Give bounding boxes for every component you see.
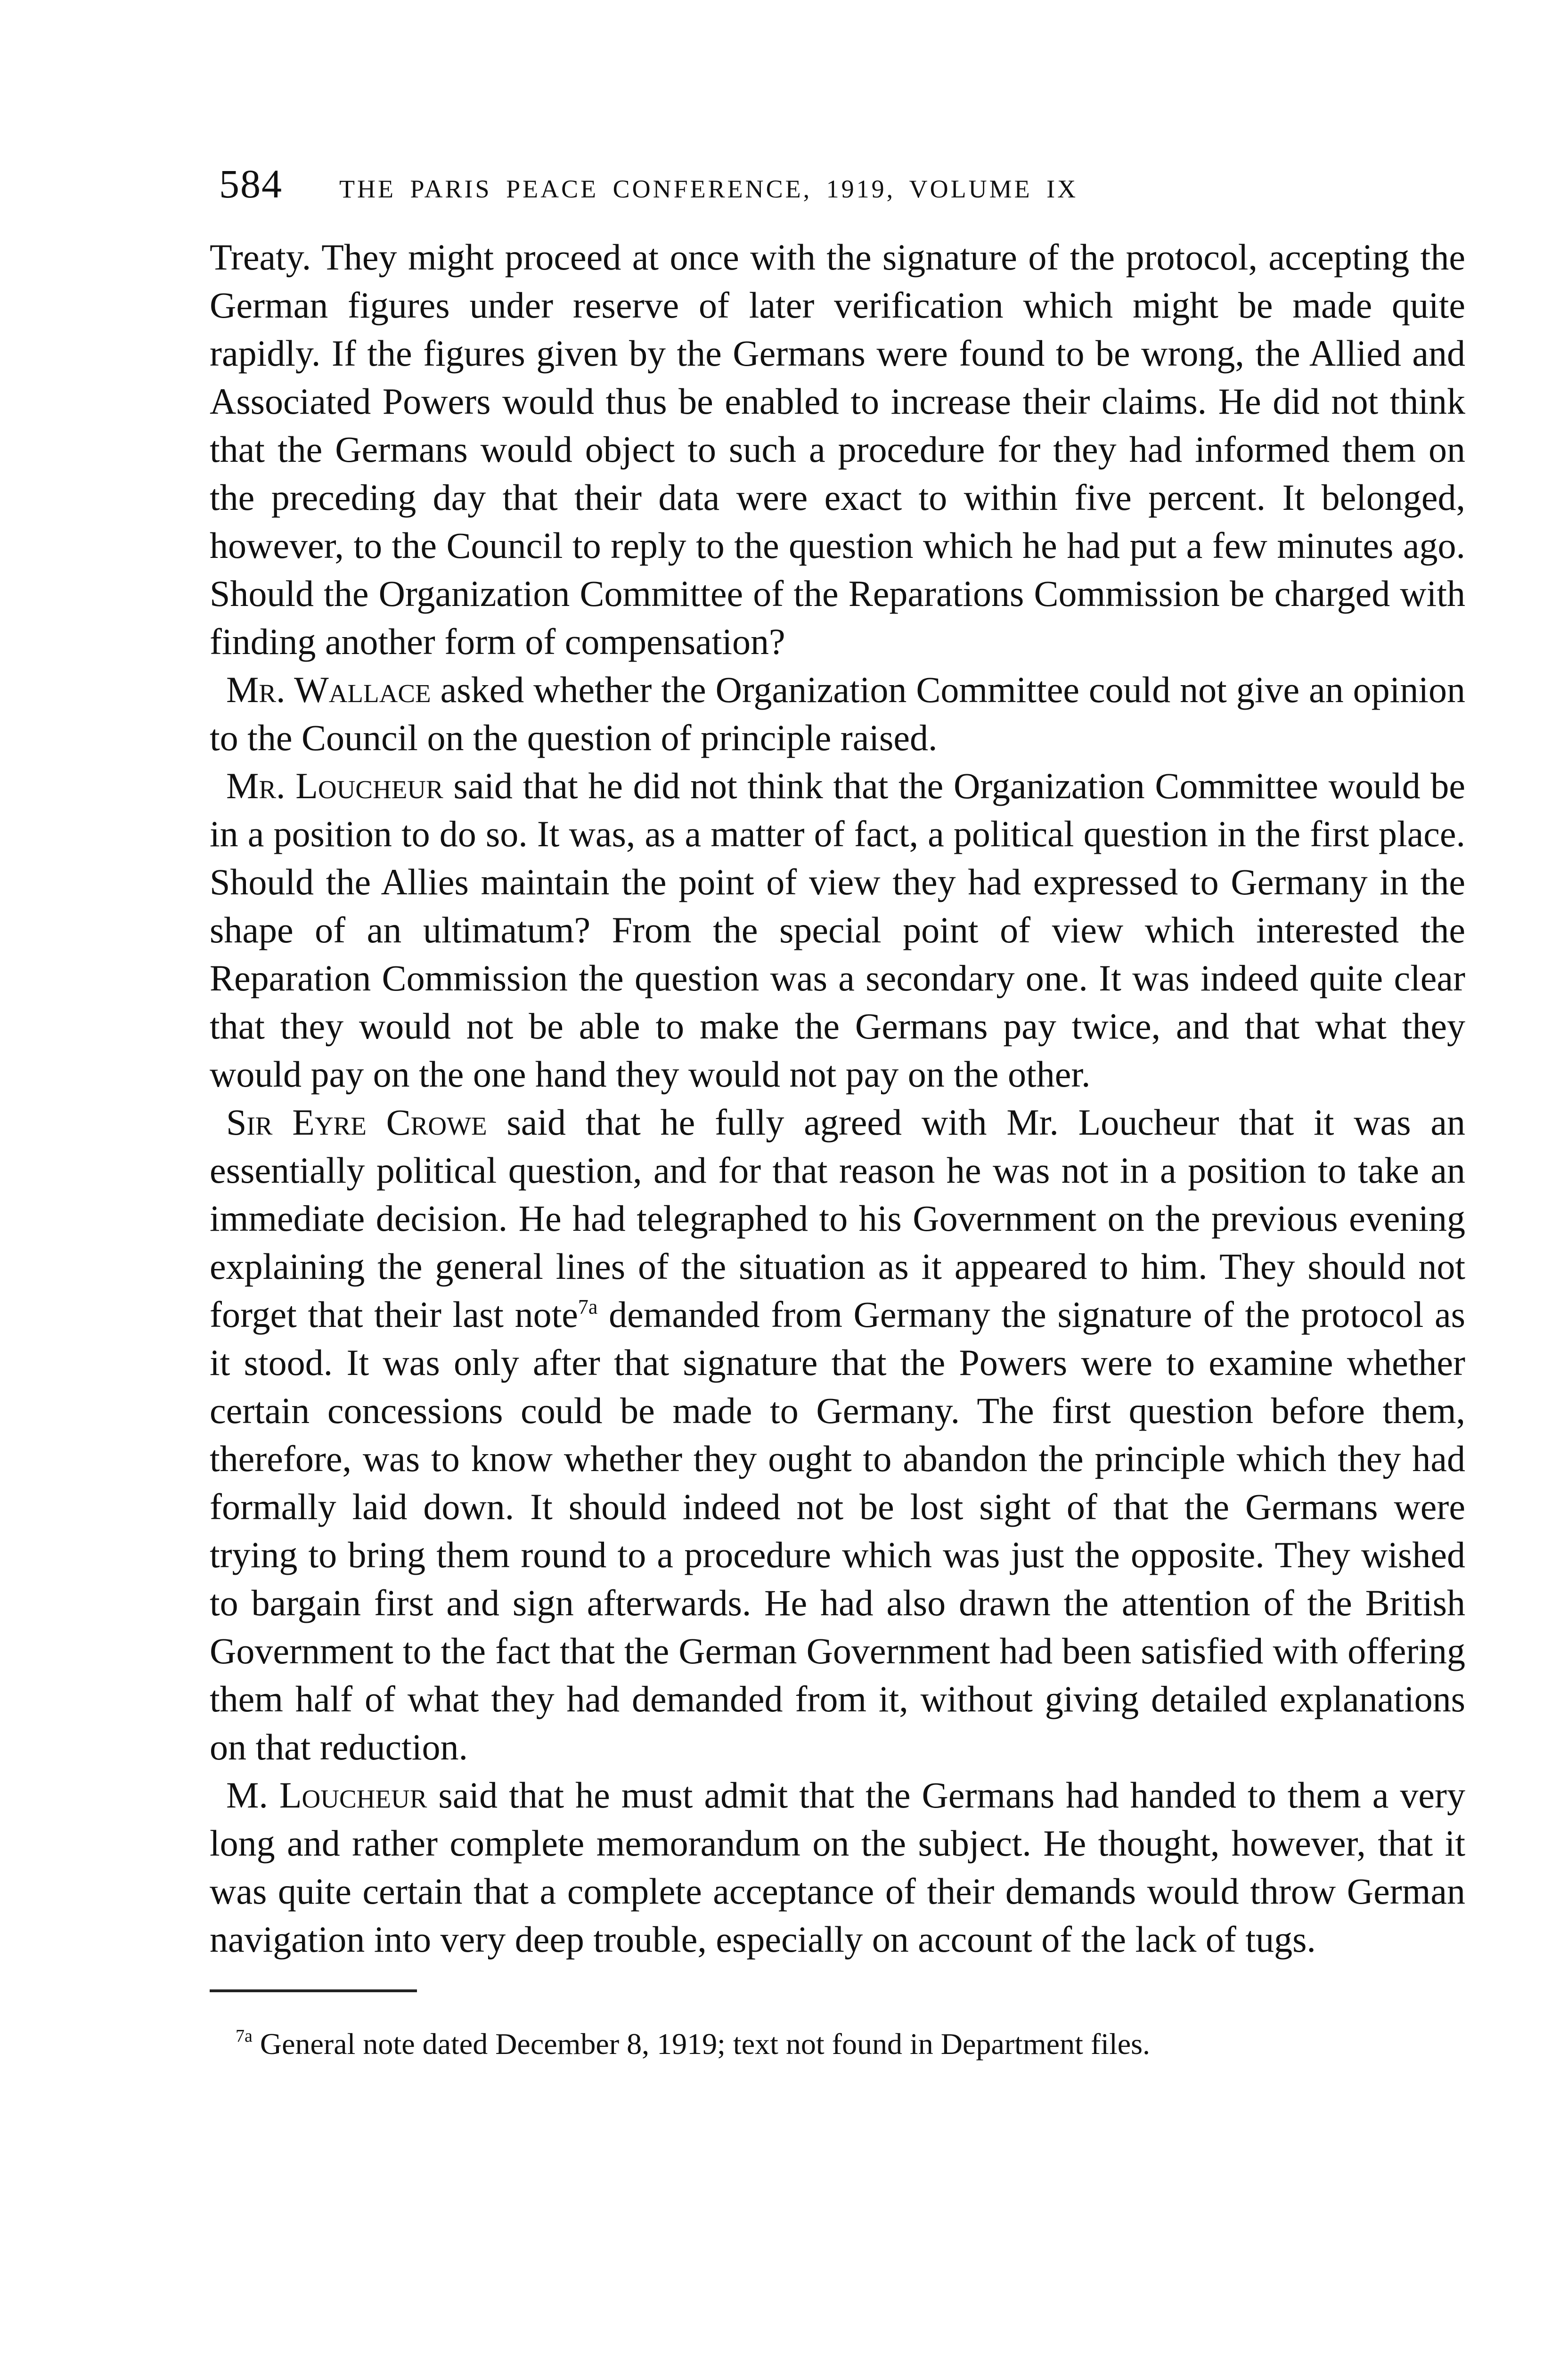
paragraph-continuation: [210, 233, 1465, 666]
speaker-name: Mr. Loucheur: [226, 765, 443, 806]
page-number: 584: [219, 161, 283, 206]
footnote-reference[interactable]: 7a: [578, 1295, 598, 1318]
paragraph-text: Treaty. They might proceed at once with the signature of the protocol, accepting the German figures under reserve of later verification which might be made quite rapidly. If the figures given by the Germans were found to be wrong, the Allied and Associated Powers would thus be enabled to increase their claims. He did not think that the Germans would object to such a procedure for they had informed them on the preceding day that their data were exact to within five percent. It belonged, however, to the Council to reply to the question which he had put a few minutes ago. Should the Organization Committee of the Reparations Commission be charged with finding another form of compensation?: [210, 237, 1465, 662]
speaker-name: Sir Eyre Crowe: [226, 1102, 487, 1143]
speaker-name: M. Loucheur: [226, 1775, 427, 1816]
paragraph-loucheur-1: [210, 762, 1465, 1098]
paragraph-wallace: [210, 666, 1465, 762]
paragraph-text: said that he fully agreed with Mr. Loucheur that it was an essentially political question, and for that reason he was not in a position to take an immediate decision. He had telegraphed to his Government on the previous evening explaining the general lines of the situation as it appeared to him. They should not forget that their last note: [210, 1102, 1465, 1335]
footnote-divider: [210, 1989, 417, 1992]
footnote-text: General note dated December 8, 1919; text not found in Department files.: [252, 2027, 1151, 2061]
paragraph-crowe: [210, 1098, 1465, 1771]
body-text: [210, 233, 1465, 1963]
running-title: THE PARIS PEACE CONFERENCE, 1919, VOLUME IX: [339, 175, 1078, 203]
paragraph-text: said that he did not think that the Organization Committee would be in a position to do so. It was, as a matter of fact, a political question in the first place. Should the Allies maintain the point of view they had expressed to Germany in the shape of an ultimatum? From the special point of view which interested the Reparation Commission the question was a secondary one. It was indeed quite clear that they would not be able to make the Germans pay twice, and that what they would pay on the one hand they would not pay on the other.: [210, 765, 1466, 1095]
paragraph-text: said that he must admit that the Germans had handed to them a very long and rather complete memorandum on the subject. He thought, however, that it was quite certain that a complete acceptance of their demands would throw German navigation into very deep trouble, especially on account of the lack of tugs.: [210, 1775, 1466, 1960]
speaker-name: Mr. Wallace: [226, 669, 431, 710]
document-page: [210, 160, 1465, 2063]
paragraph-text: demanded from Germany the signature of the protocol as it stood. It was only after that signature that the Powers were to examine whether certain concessions could be made to Germany. The first question before them, therefore, was to know whether they ought to abandon the principle which they had formally laid down. It should indeed not be lost sight of that the Germans were trying to bring them round to a procedure which was just the opposite. They wished to bargain first and sign afterwards. He had also drawn the attention of the British Government to the fact that the German Government had been satisfied with offering them half of what they had demanded from it, without giving detailed explanations on that reduction.: [210, 1294, 1465, 1767]
running-header: [219, 160, 1465, 207]
footnote-marker: 7a: [236, 2026, 253, 2046]
paragraph-loucheur-2: [210, 1771, 1465, 1963]
footnote: [236, 2025, 1465, 2063]
paragraph-text: asked whether the Organization Committee could not give an opinion to the Council on the question of principle raised.: [210, 669, 1466, 758]
